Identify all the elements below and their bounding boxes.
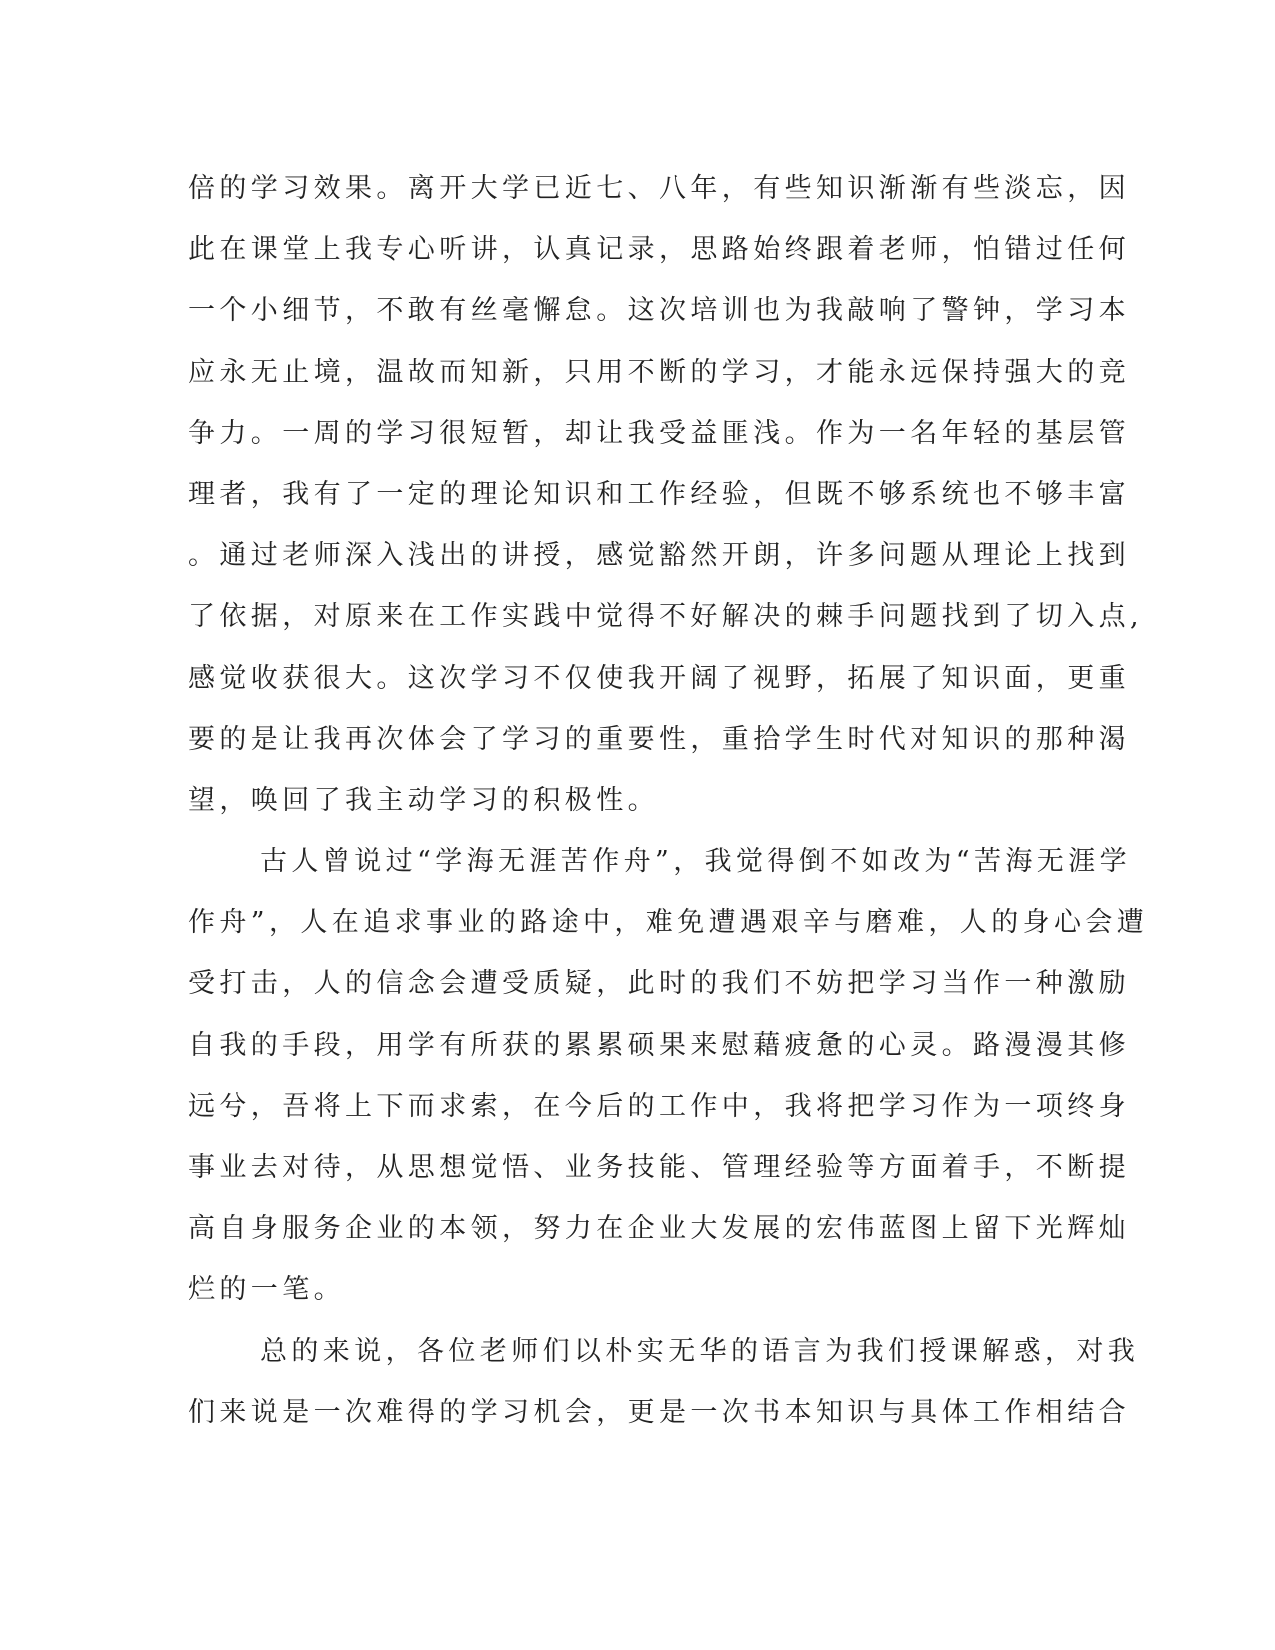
text-line: 自我的手段，用学有所获的累累硕果来慰藉疲惫的心灵。路漫漫其修 (188, 1029, 1130, 1061)
paragraph-3 (188, 1321, 1140, 1443)
text-line: 一个小细节，不敢有丝毫懈怠。这次培训也为我敲响了警钟，学习本 (188, 295, 1130, 327)
text-line: 望，唤回了我主动学习的积极性。 (188, 784, 659, 816)
text-line: 理者，我有了一定的理论知识和工作经验，但既不够系统也不够丰富 (188, 478, 1130, 510)
text-line: 作舟”，人在追求事业的路途中，难免遭遇艰辛与磨难，人的身心会遭 (188, 907, 1149, 939)
paragraph-2 (188, 831, 1149, 1321)
document-body (188, 158, 1149, 1443)
text-line: 远兮，吾将上下而求索，在今后的工作中，我将把学习作为一项终身 (188, 1090, 1130, 1122)
text-line: 烂的一笔。 (188, 1274, 345, 1306)
paragraph-1 (188, 158, 1143, 831)
text-line: 。通过老师深入浅出的讲授，感觉豁然开朗，许多问题从理论上找到 (188, 540, 1130, 572)
text-line: 此在课堂上我专心听讲，认真记录，思路始终跟着老师，怕错过任何 (188, 234, 1130, 266)
text-line: 要的是让我再次体会了学习的重要性，重拾学生时代对知识的那种渴 (188, 723, 1130, 755)
text-line: 应永无止境，温故而知新，只用不断的学习，才能永远保持强大的竞 (188, 356, 1130, 388)
text-line: 感觉收获很大。这次学习不仅使我开阔了视野，拓展了知识面，更重 (188, 662, 1130, 694)
text-line-first: 古人曾说过“学海无涯苦作舟”，我觉得倒不如改为“苦海无涯学 (260, 846, 1132, 878)
text-line-first: 总的来说，各位老师们以朴实无华的语言为我们授课解惑，对我 (260, 1335, 1140, 1367)
text-line: 了依据，对原来在工作实践中觉得不好解决的棘手问题找到了切入点, (188, 601, 1143, 633)
text-line: 争力。一周的学习很短暂，却让我受益匪浅。作为一名年轻的基层管 (188, 417, 1130, 449)
text-line: 高自身服务企业的本领，努力在企业大发展的宏伟蓝图上留下光辉灿 (188, 1213, 1130, 1245)
text-line: 倍的学习效果。离开大学已近七、八年，有些知识渐渐有些淡忘，因 (188, 173, 1130, 204)
text-line: 事业去对待，从思想觉悟、业务技能、管理经验等方面着手，不断提 (188, 1152, 1130, 1183)
text-line: 受打击，人的信念会遭受质疑，此时的我们不妨把学习当作一种激励 (188, 968, 1130, 1000)
text-line: 们来说是一次难得的学习机会，更是一次书本知识与具体工作相结合 (188, 1396, 1130, 1428)
